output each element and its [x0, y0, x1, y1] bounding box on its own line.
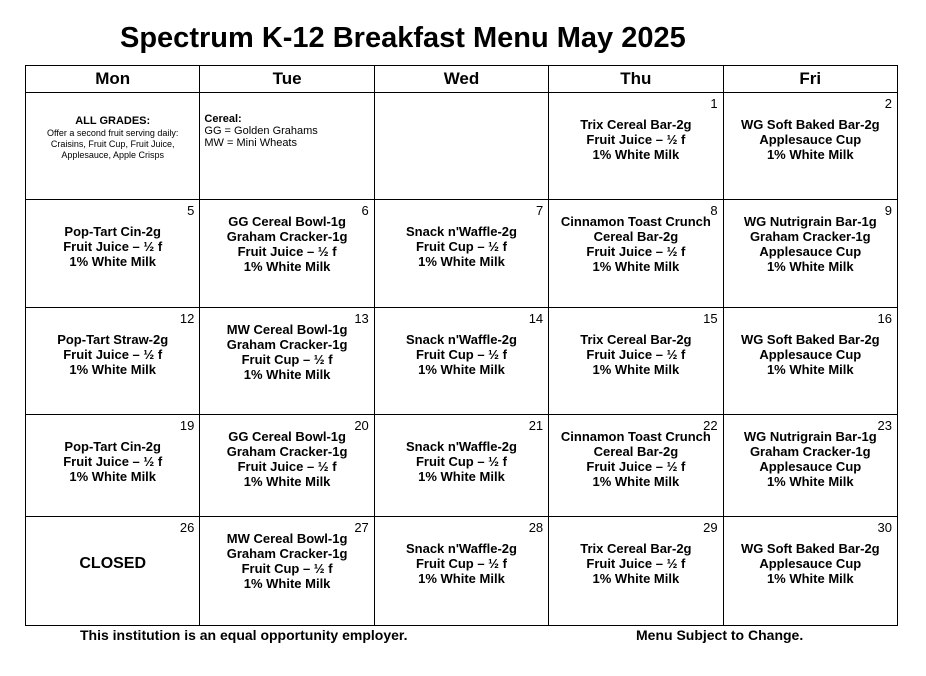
menu-items: [375, 517, 548, 586]
menu-item: Applesauce Cup: [759, 556, 862, 571]
menu-item: Graham Cracker-1g: [226, 229, 348, 244]
menu-item: 1% White Milk: [418, 469, 505, 484]
day-cell: [26, 200, 200, 308]
cereal-heading: Cereal:: [204, 113, 242, 125]
menu-item: Fruit Cup – ½ f: [241, 352, 333, 367]
menu-item: Graham Cracker-1g: [226, 546, 348, 561]
day-cell: [26, 308, 200, 415]
menu-item: Fruit Juice – ½ f: [586, 556, 686, 571]
day-cell: [549, 93, 723, 200]
menu-item: 1% White Milk: [418, 254, 505, 269]
menu-items: [200, 517, 373, 591]
week-row: [26, 308, 898, 415]
cereal-line: GG = Golden Grahams: [204, 125, 318, 137]
menu-item: Snack n'Waffle-2g: [405, 332, 517, 347]
date-number: 28: [528, 520, 544, 535]
menu-items: [724, 517, 897, 586]
menu-item: 1% White Milk: [766, 147, 854, 162]
date-number: 16: [877, 311, 892, 326]
week-row: [26, 93, 898, 200]
day-cell: [26, 517, 200, 626]
day-cell: [374, 93, 548, 200]
all-grades-note: [26, 93, 199, 161]
menu-item: Graham Cracker-1g: [226, 337, 348, 352]
week-row: [26, 415, 898, 517]
date-number: 13: [354, 311, 369, 326]
menu-item: 1% White Milk: [243, 367, 331, 382]
date-number: 12: [179, 311, 195, 326]
menu-item: Fruit Juice – ½ f: [237, 244, 337, 259]
menu-item: 1% White Milk: [766, 571, 854, 586]
menu-item: Fruit Juice – ½ f: [63, 347, 163, 362]
day-cell: [200, 308, 374, 415]
menu-item: Fruit Juice – ½ f: [586, 347, 686, 362]
menu-item: 1% White Milk: [592, 259, 680, 274]
menu-items: [375, 200, 548, 269]
menu-item: Fruit Juice – ½ f: [586, 132, 686, 147]
menu-item: 1% White Milk: [592, 474, 680, 489]
menu-item: 1% White Milk: [243, 474, 331, 489]
menu-item: 1% White Milk: [69, 362, 157, 377]
closed-label: CLOSED: [79, 555, 147, 572]
menu-item: Cereal Bar-2g: [593, 229, 679, 244]
day-cell: [723, 308, 897, 415]
menu-items: [549, 93, 722, 162]
menu-items: [200, 308, 373, 382]
menu-items: [724, 200, 897, 274]
menu-item: 1% White Milk: [69, 254, 157, 269]
menu-item: Pop-Tart Cin-2g: [64, 224, 161, 239]
menu-item: Graham Cracker-1g: [749, 444, 871, 459]
menu-item: Pop-Tart Straw-2g: [57, 332, 169, 347]
cereal-line: MW = Mini Wheats: [204, 137, 297, 149]
menu-item: WG Nutrigrain Bar-1g: [743, 429, 877, 444]
week-row: [26, 517, 898, 626]
menu-item: Applesauce Cup: [759, 244, 862, 259]
menu-item: Cinnamon Toast Crunch: [560, 429, 711, 444]
day-cell: [26, 93, 200, 200]
note-heading: ALL GRADES:: [75, 115, 151, 127]
day-cell: [200, 93, 374, 200]
day-cell: [374, 308, 548, 415]
day-cell: [723, 517, 897, 626]
menu-item: Fruit Juice – ½ f: [63, 454, 163, 469]
menu-item: Fruit Cup – ½ f: [415, 239, 507, 254]
menu-item: 1% White Milk: [766, 362, 854, 377]
date-number: 21: [528, 418, 544, 433]
day-cell: [200, 415, 374, 517]
menu-item: WG Nutrigrain Bar-1g: [743, 214, 877, 229]
day-cell: [374, 200, 548, 308]
day-cell: [549, 308, 723, 415]
day-header-mon: Mon: [26, 66, 200, 93]
menu-items: [724, 308, 897, 377]
menu-item: Applesauce Cup: [759, 459, 862, 474]
menu-item: MW Cereal Bowl-1g: [226, 531, 348, 546]
cereal-legend: [200, 93, 373, 149]
menu-items: [200, 415, 373, 489]
date-number: 19: [179, 418, 195, 433]
day-cell: [549, 200, 723, 308]
menu-item: Graham Cracker-1g: [226, 444, 348, 459]
menu-item: 1% White Milk: [766, 474, 854, 489]
menu-items: [549, 517, 722, 586]
menu-item: Applesauce Cup: [759, 132, 862, 147]
date-number: 1: [710, 96, 718, 111]
menu-items: [26, 415, 199, 484]
menu-items: [549, 308, 722, 377]
menu-item: GG Cereal Bowl-1g: [228, 429, 346, 444]
menu-items: [375, 308, 548, 377]
day-cell: [549, 517, 723, 626]
menu-item: MW Cereal Bowl-1g: [226, 322, 348, 337]
menu-item: Snack n'Waffle-2g: [405, 439, 517, 454]
menu-item: 1% White Milk: [243, 259, 331, 274]
menu-items: [724, 415, 897, 489]
menu-item: Graham Cracker-1g: [749, 229, 871, 244]
menu-item: WG Soft Baked Bar-2g: [740, 117, 880, 132]
equal-opportunity-statement: This institution is an equal opportunity employer.: [80, 627, 408, 643]
menu-item: Fruit Juice – ½ f: [63, 239, 163, 254]
menu-item: Fruit Juice – ½ f: [237, 459, 337, 474]
date-number: 30: [877, 520, 892, 535]
day-cell: [200, 517, 374, 626]
menu-item: Fruit Cup – ½ f: [415, 347, 507, 362]
page-title: Spectrum K-12 Breakfast Menu May 2025: [120, 22, 686, 54]
date-number: 6: [361, 203, 369, 218]
menu-item: Fruit Juice – ½ f: [586, 244, 686, 259]
menu-item: Applesauce Cup: [759, 347, 862, 362]
menu-items: [724, 93, 897, 162]
menu-calendar: [25, 65, 898, 626]
menu-item: Fruit Cup – ½ f: [241, 561, 333, 576]
menu-item: WG Soft Baked Bar-2g: [740, 332, 880, 347]
menu-item: 1% White Milk: [69, 469, 157, 484]
menu-item: 1% White Milk: [243, 576, 331, 591]
date-number: 7: [535, 203, 544, 218]
day-cell: [723, 415, 897, 517]
date-number: 14: [528, 311, 544, 326]
note-line: Offer a second fruit serving daily:: [46, 128, 179, 138]
menu-items: [26, 308, 199, 377]
menu-item: Snack n'Waffle-2g: [405, 541, 517, 556]
menu-item: 1% White Milk: [592, 362, 680, 377]
menu-items: [200, 200, 373, 274]
menu-item: GG Cereal Bowl-1g: [228, 214, 346, 229]
day-header-thu: Thu: [549, 66, 723, 93]
menu-item: Pop-Tart Cin-2g: [64, 439, 161, 454]
menu-item: Cinnamon Toast Crunch: [560, 214, 711, 229]
day-cell: [26, 415, 200, 517]
date-number: 23: [877, 418, 892, 433]
date-number: 20: [354, 418, 369, 433]
menu-items: [549, 415, 722, 489]
day-cell: [723, 200, 897, 308]
menu-item: 1% White Milk: [418, 362, 505, 377]
date-number: 8: [710, 203, 718, 218]
menu-change-notice: Menu Subject to Change.: [636, 627, 804, 643]
menu-item: Fruit Cup – ½ f: [415, 454, 507, 469]
menu-item: 1% White Milk: [766, 259, 854, 274]
date-number: 2: [884, 96, 892, 111]
menu-item: WG Soft Baked Bar-2g: [740, 541, 880, 556]
day-cell: [374, 415, 548, 517]
menu-item: 1% White Milk: [418, 571, 505, 586]
day-cell: [723, 93, 897, 200]
date-number: 9: [884, 203, 892, 218]
day-header-wed: Wed: [374, 66, 548, 93]
menu-items: [549, 200, 722, 274]
date-number: 15: [703, 311, 718, 326]
date-number: 22: [703, 418, 718, 433]
day-cell: [374, 517, 548, 626]
date-number: 26: [179, 520, 195, 535]
menu-items: [375, 415, 548, 484]
menu-item: Trix Cereal Bar-2g: [580, 332, 692, 347]
day-cell: [200, 200, 374, 308]
menu-items: [26, 200, 199, 269]
date-number: 29: [703, 520, 718, 535]
week-row: [26, 200, 898, 308]
date-number: 5: [187, 203, 195, 218]
menu-item: 1% White Milk: [592, 571, 680, 586]
day-header-tue: Tue: [200, 66, 374, 93]
menu-item: Snack n'Waffle-2g: [405, 224, 517, 239]
date-number: 27: [354, 520, 369, 535]
menu-item: 1% White Milk: [592, 147, 680, 162]
menu-item: Fruit Cup – ½ f: [415, 556, 507, 571]
day-header-fri: Fri: [723, 66, 897, 93]
menu-item: Fruit Juice – ½ f: [586, 459, 686, 474]
day-cell: [549, 415, 723, 517]
menu-item: Trix Cereal Bar-2g: [580, 541, 692, 556]
menu-item: Cereal Bar-2g: [593, 444, 679, 459]
note-line: Craisins, Fruit Cup, Fruit Juice, Applesauce, Apple Crisps: [50, 139, 175, 160]
menu-item: Trix Cereal Bar-2g: [580, 117, 692, 132]
